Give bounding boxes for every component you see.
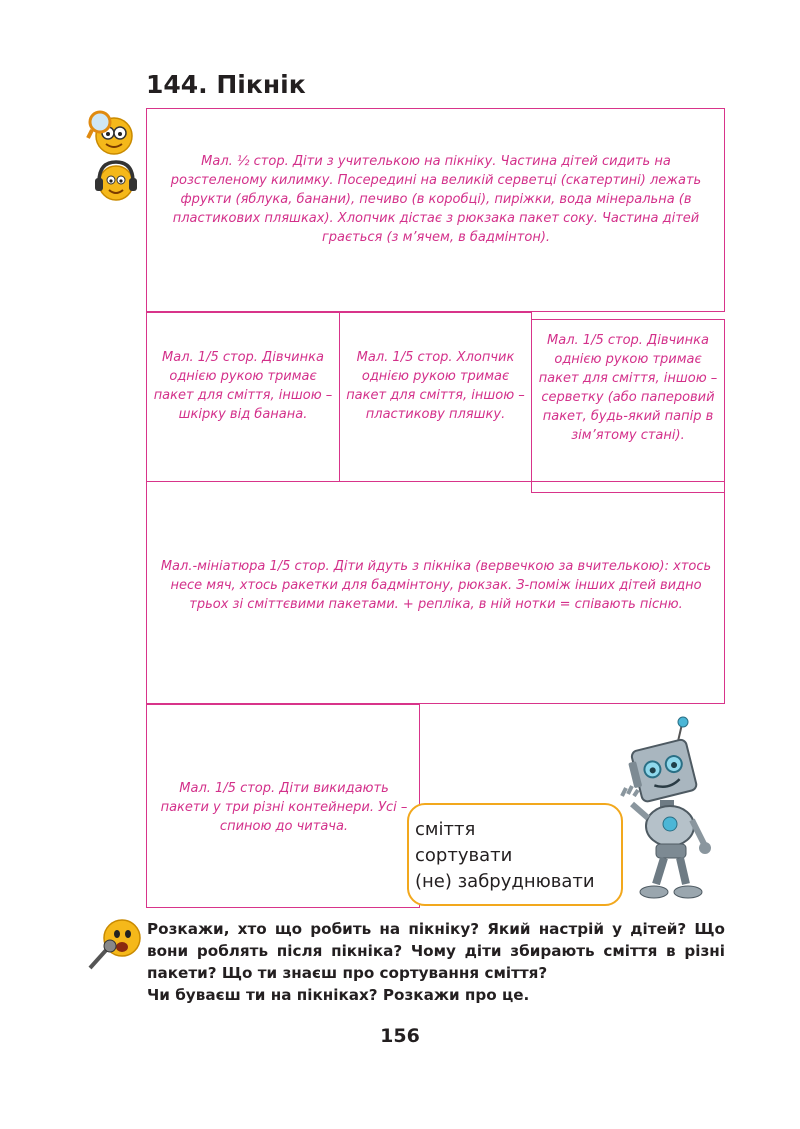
- page-title: 144. Пікнік: [146, 70, 306, 99]
- headphones-smiley-icon: [92, 158, 140, 204]
- question-paragraph: Чи буваєш ти на пікніках? Розкажи про це.: [147, 986, 530, 1004]
- illustration-bottom-left-text: Мал. 1/5 стор. Діти викидають пакети у три різні контейнери. Усі – спиною до читача.: [160, 781, 408, 834]
- vocabulary-word: сортувати: [415, 845, 513, 866]
- illustration-row-left-text: Мал. 1/5 стор. Дівчинка однією рукою тримає пакет для сміття, іншою – шкірку від банана.: [153, 350, 333, 422]
- illustration-top-text: Мал. ½ стор. Діти з учителькою на пікніку. Частина дітей сидить на розстеленому килимку. Посередині на великій серветці (скатертині) лежать фрукти (яблука, банани), печиво (в коробці), пиріжки, вода мінеральна (в пластикових пляшках). Хлопчик дістає з рюкзака пакет соку. Частина дітей грається (з м’ячем, в бадмінтон).: [170, 154, 702, 245]
- page-number: 156: [380, 1025, 420, 1047]
- vocabulary-box: [407, 803, 623, 906]
- illustration-row-right-text: Мал. 1/5 стор. Дівчинка однією рукою тримає пакет для сміття, іншою – серветку (або паперовий пакет, будь-який папір в зім’ятому стані).: [538, 333, 718, 443]
- microphone-smiley-icon: [84, 916, 146, 974]
- robot-illustration: [612, 714, 716, 904]
- vocabulary-word: (не) забруднювати: [415, 871, 595, 892]
- illustration-middle-text: Мал.-мініатюра 1/5 стор. Діти йдуть з пікніка (вервечкою за вчителькою): хтось несе мяч, хтось ракетки для бадмінтону, рюкзак. З-поміж інших дітей видно трьох зі сміттєвими пакетами. + репліка, в ній нотки = співають пісню.: [160, 559, 712, 612]
- magnifier-smiley-icon: [86, 108, 140, 158]
- question-paragraph: Розкажи, хто що робить на пікніку? Який настрій у дітей? Що вони роблять після пікніка? Чому діти збирають сміття в різні пакети? Що ти знаєш про сортування сміття?: [147, 920, 725, 982]
- discussion-questions: [147, 918, 725, 1006]
- illustration-row-mid-text: Мал. 1/5 стор. Хлопчик однією рукою тримає пакет для сміття, іншою – пластикову пляшку.: [346, 350, 525, 422]
- vocabulary-word: сміття: [415, 819, 476, 840]
